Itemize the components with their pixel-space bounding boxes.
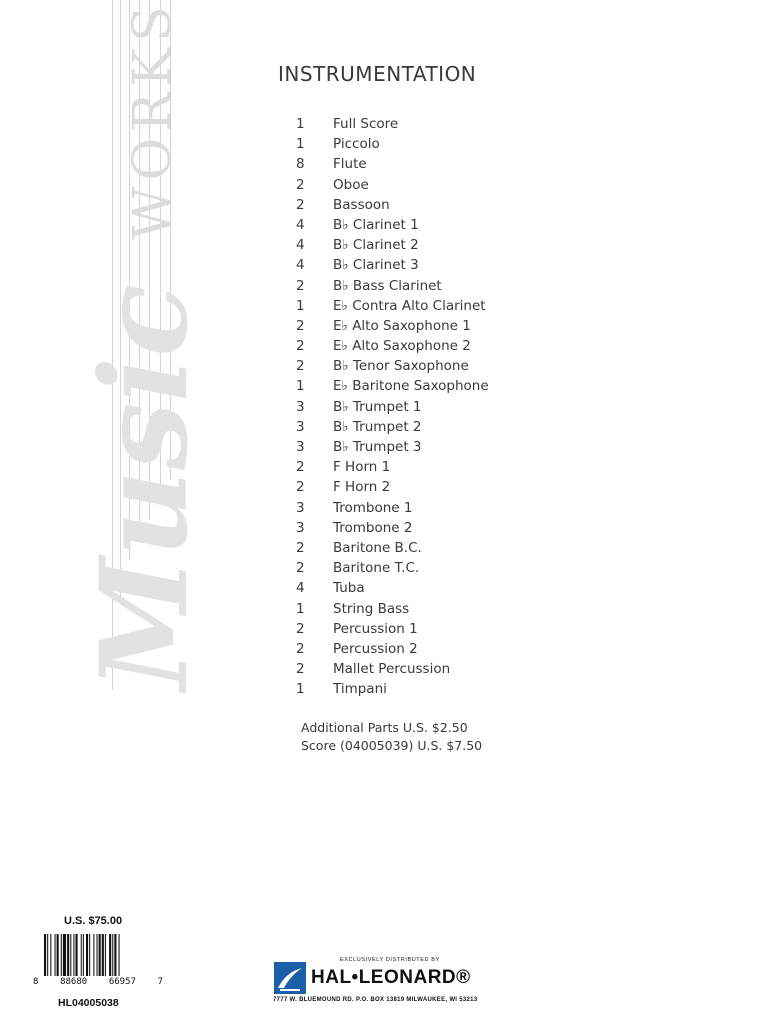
part-quantity: 1 [296,297,305,314]
distributor-address: 7777 W. BLUEMOUND RD. P.O. BOX 13819 MILWAUKEE, WI 53213 [273,997,478,1003]
list-item [296,215,489,235]
part-quantity: 3 [296,418,305,435]
list-item [296,558,489,578]
part-name: Bassoon [333,196,390,213]
part-name: B♭ Clarinet 1 [333,216,419,233]
distributor-name: HAL•LEONARD® [311,967,471,988]
list-item [296,195,489,215]
list-item [296,538,489,558]
part-name: Full Score [333,116,399,132]
list-item [296,397,489,417]
part-name: B♭ Trumpet 1 [333,398,422,415]
part-name: Trombone 1 [333,499,413,516]
part-name: Timpani [333,681,387,698]
part-name: Tuba [333,580,365,597]
list-item [296,336,489,356]
part-quantity: 2 [296,640,305,657]
part-quantity: 2 [296,196,305,213]
part-name: B♭ Clarinet 3 [333,257,419,274]
part-name: E♭ Alto Saxophone 2 [333,338,471,355]
list-item [296,619,489,639]
part-name: Mallet Percussion [333,661,451,678]
list-item [296,296,489,316]
watermark-works-text: WORKS [123,0,183,240]
part-quantity: 2 [296,539,305,556]
part-quantity: 3 [296,398,305,415]
instrumentation-list [296,114,489,699]
list-item [296,599,489,619]
list-item [296,417,489,437]
part-quantity: 1 [296,378,305,395]
list-item [296,276,489,296]
part-quantity: 2 [296,620,305,637]
part-name: F Horn 2 [333,479,391,496]
part-name: B♭ Trumpet 3 [333,439,422,455]
part-quantity: 2 [296,661,305,678]
list-item [296,114,489,134]
part-name: B♭ Clarinet 2 [333,237,419,254]
additional-parts-price: Additional Parts U.S. $2.50 [301,720,468,735]
part-name: E♭ Contra Alto Clarinet [333,297,486,314]
part-name: Percussion 2 [333,640,418,657]
list-item [296,255,489,275]
list-item [296,437,489,457]
pricing-block [301,719,482,755]
part-quantity: 2 [296,479,305,496]
part-quantity: 2 [296,560,305,577]
part-quantity: 2 [296,277,305,294]
score-price: Score (04005039) U.S. $7.50 [301,738,483,753]
part-name: F Horn 1 [333,459,391,476]
part-quantity: 4 [296,257,305,274]
part-quantity: 3 [296,439,305,455]
part-quantity: 1 [296,116,305,132]
list-item [296,235,489,255]
list-item [296,498,489,518]
list-item [296,457,489,477]
list-item [296,356,489,376]
list-item [296,578,489,598]
part-name: E♭ Alto Saxophone 1 [333,317,471,334]
part-name: E♭ Baritone Saxophone [333,378,489,395]
list-item [296,154,489,174]
list-item [296,518,489,538]
list-item [296,175,489,195]
part-name: B♭ Bass Clarinet [333,277,442,294]
part-name: Flute [333,156,367,173]
part-quantity: 4 [296,216,305,233]
part-name: Baritone T.C. [333,560,420,577]
part-name: Baritone B.C. [333,539,422,556]
part-quantity: 8 [296,156,305,173]
list-item [296,376,489,396]
part-name: B♭ Trumpet 2 [333,418,422,435]
part-name: Oboe [333,176,369,193]
barcode-digit-group: 7 [157,977,163,987]
part-quantity: 1 [296,681,305,698]
barcode-digits [33,977,163,987]
catalog-number: HL04005038 [58,997,119,1009]
watermark-music-text: Music [74,283,215,690]
part-name: B♭ Tenor Saxophone [333,358,469,375]
list-item [296,679,489,699]
part-name: Piccolo [333,136,380,153]
part-quantity: 2 [296,176,305,193]
part-quantity: 3 [296,519,305,536]
part-quantity: 3 [296,499,305,516]
page-title: INSTRUMENTATION [278,62,477,86]
list-item [296,639,489,659]
part-quantity: 2 [296,338,305,355]
part-name: String Bass [333,600,410,617]
part-quantity: 4 [296,237,305,254]
part-quantity: 1 [296,600,305,617]
part-quantity: 4 [296,580,305,597]
part-quantity: 2 [296,317,305,334]
hal-leonard-logo-icon [274,962,306,994]
list-item [296,477,489,497]
part-quantity: 1 [296,136,305,153]
barcode-digit-group: 88680 [60,977,88,987]
part-quantity: 2 [296,358,305,375]
barcode-digit-group: 66957 [108,977,136,987]
list-item [296,134,489,154]
part-name: Percussion 1 [333,620,418,637]
barcode-digit-group: 8 [33,977,39,987]
list-item [296,659,489,679]
distributor-note: EXCLUSIVELY DISTRIBUTED BY [340,957,440,963]
part-name: Trombone 2 [333,519,413,536]
part-quantity: 2 [296,459,305,476]
retail-price: U.S. $75.00 [64,915,123,927]
list-item [296,316,489,336]
